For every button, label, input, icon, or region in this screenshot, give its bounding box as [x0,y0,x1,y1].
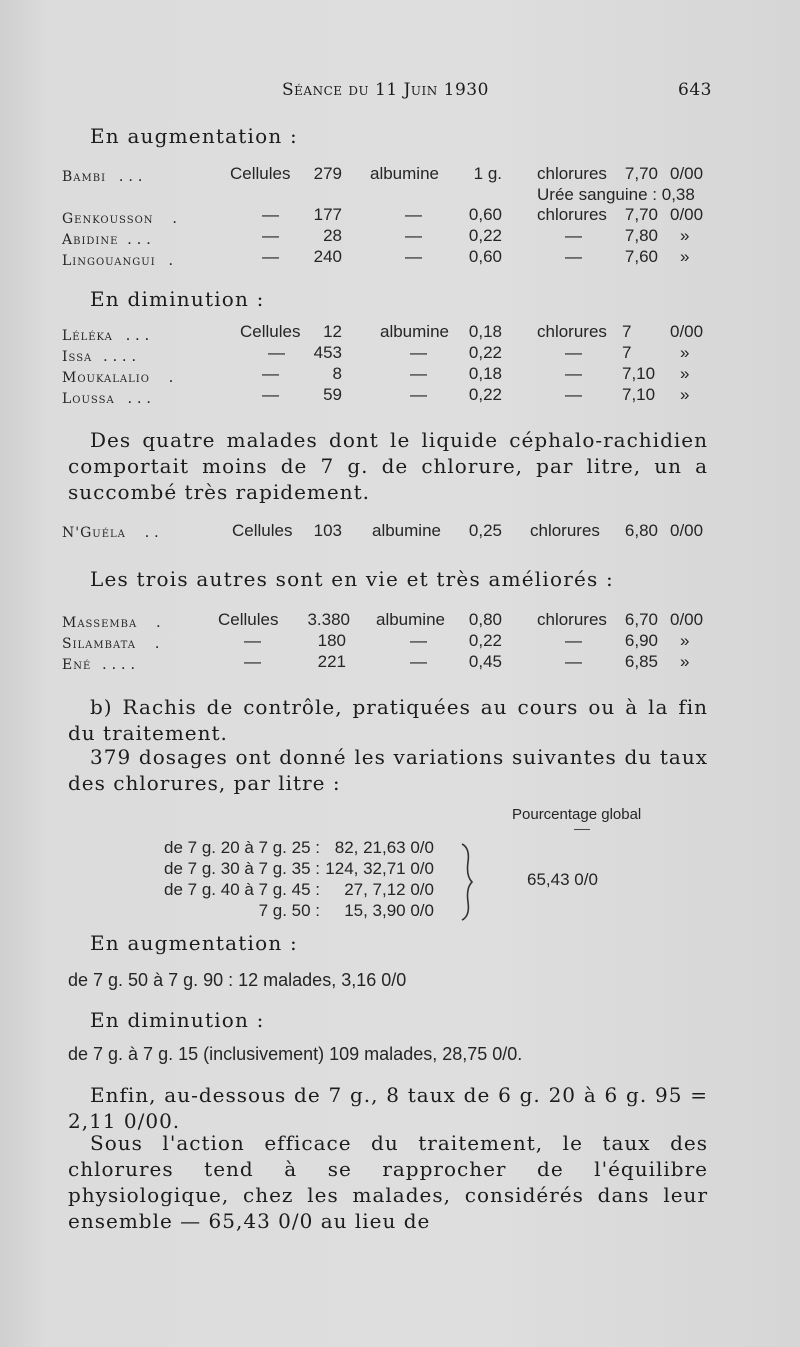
albumin-label: — [410,385,427,404]
heading-decrease: En diminution : [90,287,265,311]
patient-name: Léléka [62,328,113,344]
table-row: Massemba . [62,612,161,631]
unit: » [680,247,690,266]
table-row: Genkousson . [62,208,178,227]
cells-label: — [268,343,285,362]
range-value: 82, 21,63 0/0 [334,838,434,857]
chloride-value: 7 [622,343,632,362]
range-label: 7 g. 50 : [258,901,320,920]
albumin-value: 0,22 [468,226,502,245]
chloride-label: chlorures [537,610,607,629]
albumin-value: 0,22 [468,385,502,404]
albumin-label: albumine [380,322,449,341]
chloride-label: — [565,652,582,671]
cells-label: — [244,652,261,671]
cells-label: Cellules [240,322,301,341]
chloride-value: 7 [622,322,632,341]
cells-label: — [262,247,279,266]
cells-value: 180 [317,631,346,650]
brace-icon [458,842,476,922]
unit: » [680,364,690,383]
divider [574,829,590,830]
chloride-label: — [565,247,582,266]
paragraph: Enfin, au-dessous de 7 g., 8 taux de 6 g. 20 à 6 g. 95 = 2,11 0/00. [68,1083,708,1133]
cells-label: — [262,385,279,404]
albumin-value: 0,80 [468,610,502,629]
unit: 0/00 [670,322,704,341]
chloride-value: 6,90 [624,631,658,650]
table-row: Lingouangui . [62,250,174,269]
cells-label: — [262,226,279,245]
cells-value: 453 [313,343,342,362]
chloride-label: chlorures [530,521,600,540]
cells-value: 3.380 [307,610,350,629]
table-row: N'Guéla . . [62,522,159,541]
cells-label: — [244,631,261,650]
albumin-label: albumine [376,610,445,629]
table-row: Abidine . . . [62,229,151,248]
cells-value: 59 [323,385,342,404]
patient-name: Moukalalio [62,370,150,386]
cells-value: 12 [323,322,342,341]
patient-name: Genkousson [62,211,154,227]
paragraph: Des quatre malades dont le liquide céphalo-rachidien comportait moins de 7 g. de chlorure, par litre, un a succombé très rapidement. [68,428,708,504]
paragraph: b) Rachis de contrôle, pratiquées au cours ou à la fin du traitement. [68,695,708,745]
cells-label: — [262,364,279,383]
patient-name: Bambi [62,169,107,185]
patient-name: Abidine [62,232,119,248]
chloride-label: chlorures [537,205,607,224]
uree-note: Urée sanguine : 0,38 [537,185,695,204]
albumin-label: — [410,652,427,671]
heading-decrease-2: En diminution : [90,1008,265,1032]
albumin-label: albumine [370,164,439,183]
unit: 0/00 [670,205,704,224]
range-value: 15, 3,90 0/0 [344,901,434,920]
chloride-value: 7,10 [622,385,656,404]
chloride-value: 6,70 [624,610,658,629]
range-label: de 7 g. 20 à 7 g. 25 : [164,838,320,857]
chloride-label: — [565,631,582,650]
chloride-value: 7,10 [622,364,656,383]
global-total: 65,43 0/0 [527,870,598,889]
unit: » [680,343,690,362]
table-row: Ené . . . . [62,654,136,673]
table-row: Bambi . . . [62,166,143,185]
patient-name: Lingouangui [62,253,156,269]
albumin-label: — [405,205,422,224]
chloride-value: 6,85 [624,652,658,671]
unit: » [680,226,690,245]
unit: » [680,652,690,671]
albumin-label: — [405,226,422,245]
table-row: Léléka . . . [62,325,150,344]
albumin-value: 0,60 [468,247,502,266]
cells-value: 8 [332,364,342,383]
albumin-label: — [410,364,427,383]
patient-name: Ené [62,657,92,673]
chloride-value: 6,80 [624,521,658,540]
running-header: Séance du 11 Juin 1930 [282,80,489,100]
page-number: 643 [678,80,712,100]
cells-value: 28 [323,226,342,245]
albumin-value: 0,22 [468,631,502,650]
albumin-value: 0,45 [468,652,502,671]
chloride-label: — [565,343,582,362]
cells-label: Cellules [218,610,279,629]
cells-label: Cellules [230,164,291,183]
patient-name: N'Guéla [62,525,126,541]
patient-name: Massemba [62,615,138,631]
chloride-label: — [565,364,582,383]
albumin-label: — [410,343,427,362]
table-row: Issa . . . . [62,346,137,365]
patient-name: Silambata [62,636,137,652]
range-value: 27, 7,12 0/0 [344,880,434,899]
table-row: Moukalalio . [62,367,174,386]
cells-value: 177 [313,205,342,224]
cells-value: 240 [313,247,342,266]
albumin-value: 0,60 [468,205,502,224]
chloride-label: chlorures [537,322,607,341]
patient-name: Loussa [62,391,115,407]
chloride-value: 7,60 [624,247,658,266]
cells-value: 103 [313,521,342,540]
cells-label: Cellules [232,521,293,540]
albumin-label: albumine [372,521,441,540]
albumin-value: 0,25 [468,521,502,540]
global-heading: Pourcentage global [512,806,642,823]
chloride-label: — [565,385,582,404]
chloride-label: — [565,226,582,245]
cells-value: 279 [313,164,342,183]
patient-name: Issa [62,349,93,365]
unit: » [680,385,690,404]
paragraph: Les trois autres sont en vie et très améliorés : [90,567,614,591]
unit: 0/00 [670,521,704,540]
heading-increase-2: En augmentation : [90,931,298,955]
chloride-value: 7,70 [624,164,658,183]
unit: 0/00 [670,610,704,629]
unit: » [680,631,690,650]
chloride-value: 7,80 [624,226,658,245]
decrease-line: de 7 g. à 7 g. 15 (inclusivement) 109 malades, 28,75 0/0. [68,1044,523,1064]
chloride-label: chlorures [537,164,607,183]
paragraph: 379 dosages ont donné les variations suivantes du taux des chlorures, par litre : [68,745,708,795]
albumin-value: 0,18 [468,364,502,383]
table-row: Loussa . . . [62,388,152,407]
unit: 0/00 [670,164,704,183]
paragraph: Sous l'action efficace du traitement, le taux des chlorures tend à se rapprocher de l'équilibre physiologique, chez les malades, considérés dans leur ensemble — 65,43 0/0 au lieu de [68,1131,708,1233]
increase-line: de 7 g. 50 à 7 g. 90 : 12 malades, 3,16 0/0 [68,970,407,990]
range-label: de 7 g. 40 à 7 g. 45 : [164,880,320,899]
table-row: Silambata . [62,633,160,652]
cells-value: 221 [317,652,346,671]
albumin-value: 0,22 [468,343,502,362]
chloride-value: 7,70 [624,205,658,224]
heading-increase: En augmentation : [90,124,298,148]
albumin-value: 1 g. [473,164,502,183]
albumin-label: — [410,631,427,650]
range-label: de 7 g. 30 à 7 g. 35 : [164,859,320,878]
albumin-label: — [405,247,422,266]
albumin-value: 0,18 [468,322,502,341]
cells-label: — [262,205,279,224]
range-value: 124, 32,71 0/0 [325,859,434,878]
